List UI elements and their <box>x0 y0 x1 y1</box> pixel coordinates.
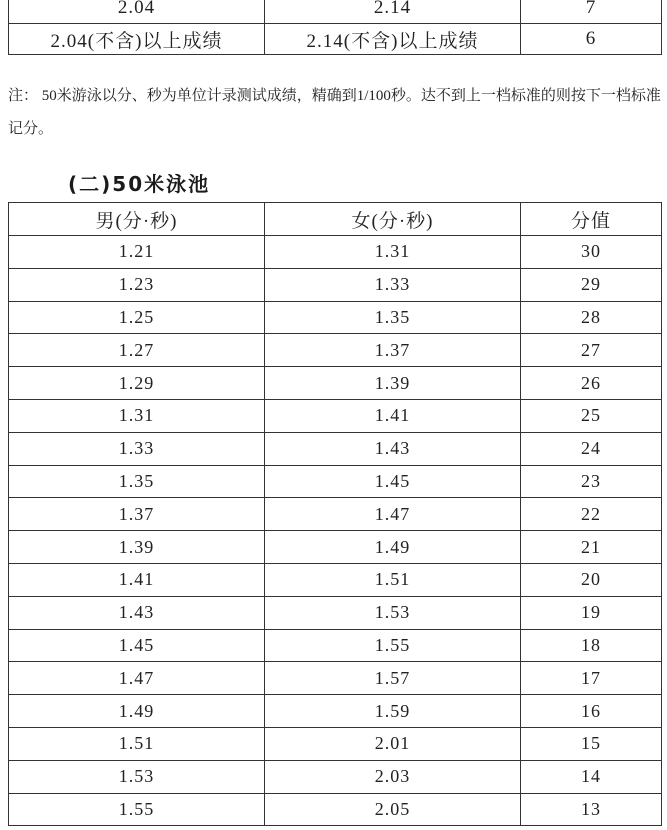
note-text: 注： 50米游泳以分、秒为单位计录测试成绩，精确到1/100秒。达不到上一档标准的则按下一档标准记分。 <box>8 88 661 137</box>
cell-male: 1.29 <box>9 367 265 400</box>
cell-score: 14 <box>521 760 662 793</box>
table-row <box>9 334 662 367</box>
table-row <box>9 695 662 728</box>
section-title: (二)50米泳池 <box>68 172 211 196</box>
cell-score: 24 <box>521 432 662 465</box>
table-row <box>9 629 662 662</box>
cell-female: 1.57 <box>265 662 521 695</box>
cell-male: 1.27 <box>9 334 265 367</box>
table-row <box>9 301 662 334</box>
cell-male: 1.39 <box>9 531 265 564</box>
cell-male: 1.49 <box>9 695 265 728</box>
cell-male: 1.47 <box>9 662 265 695</box>
table-row <box>9 268 662 301</box>
cell-male: 1.37 <box>9 498 265 531</box>
cell-female: 1.33 <box>265 268 521 301</box>
cell-female: 1.45 <box>265 465 521 498</box>
cell-score: 13 <box>521 793 662 826</box>
table-row <box>9 0 662 24</box>
cell-score: 6 <box>521 24 662 55</box>
cell-score: 28 <box>521 301 662 334</box>
cell-score: 22 <box>521 498 662 531</box>
cell-score: 30 <box>521 236 662 269</box>
cell-male: 1.55 <box>9 793 265 826</box>
cell-score: 23 <box>521 465 662 498</box>
table-row <box>9 498 662 531</box>
cell-female: 2.01 <box>265 727 521 760</box>
cell-male: 1.23 <box>9 268 265 301</box>
cell-male: 2.04 <box>9 0 265 24</box>
table-row <box>9 760 662 793</box>
cell-female: 1.37 <box>265 334 521 367</box>
table-row <box>9 727 662 760</box>
cell-score: 26 <box>521 367 662 400</box>
cell-male: 2.04(不含)以上成绩 <box>9 24 265 55</box>
top-score-table-body <box>9 0 662 55</box>
table-row <box>9 24 662 55</box>
table-row <box>9 465 662 498</box>
cell-male: 1.31 <box>9 399 265 432</box>
score-table-body <box>9 236 662 826</box>
cell-male: 1.33 <box>9 432 265 465</box>
cell-female: 1.49 <box>265 531 521 564</box>
cell-female: 1.31 <box>265 236 521 269</box>
cell-female: 1.39 <box>265 367 521 400</box>
table-row <box>9 531 662 564</box>
cell-female: 1.35 <box>265 301 521 334</box>
cell-female: 1.53 <box>265 596 521 629</box>
cell-score: 16 <box>521 695 662 728</box>
cell-female: 1.41 <box>265 399 521 432</box>
cell-male: 1.25 <box>9 301 265 334</box>
cell-male: 1.21 <box>9 236 265 269</box>
score-table-50m-pool <box>8 202 662 826</box>
cell-female: 1.47 <box>265 498 521 531</box>
table-row <box>9 236 662 269</box>
cell-male: 1.45 <box>9 629 265 662</box>
cell-female: 2.03 <box>265 760 521 793</box>
cell-score: 25 <box>521 399 662 432</box>
cell-score: 29 <box>521 268 662 301</box>
cell-female: 1.59 <box>265 695 521 728</box>
cell-score: 27 <box>521 334 662 367</box>
table-row <box>9 563 662 596</box>
header-male: 男(分·秒) <box>9 203 265 236</box>
cell-female: 1.51 <box>265 563 521 596</box>
table-row <box>9 793 662 826</box>
cell-score: 7 <box>521 0 662 24</box>
cell-male: 1.41 <box>9 563 265 596</box>
header-score: 分值 <box>521 203 662 236</box>
cell-female: 2.14(不含)以上成绩 <box>265 24 521 55</box>
top-score-table <box>8 0 662 55</box>
cell-score: 21 <box>521 531 662 564</box>
header-female: 女(分·秒) <box>265 203 521 236</box>
cell-score: 17 <box>521 662 662 695</box>
table-row <box>9 432 662 465</box>
cell-score: 19 <box>521 596 662 629</box>
cell-male: 1.35 <box>9 465 265 498</box>
cell-score: 18 <box>521 629 662 662</box>
table-row <box>9 399 662 432</box>
table-row <box>9 662 662 695</box>
cell-female: 1.43 <box>265 432 521 465</box>
table-header-row <box>9 203 662 236</box>
cell-score: 20 <box>521 563 662 596</box>
cell-male: 1.53 <box>9 760 265 793</box>
cell-female: 2.05 <box>265 793 521 826</box>
cell-score: 15 <box>521 727 662 760</box>
cell-female: 2.14 <box>265 0 521 24</box>
cell-male: 1.43 <box>9 596 265 629</box>
table-row <box>9 367 662 400</box>
cell-female: 1.55 <box>265 629 521 662</box>
cell-male: 1.51 <box>9 727 265 760</box>
table-row <box>9 596 662 629</box>
